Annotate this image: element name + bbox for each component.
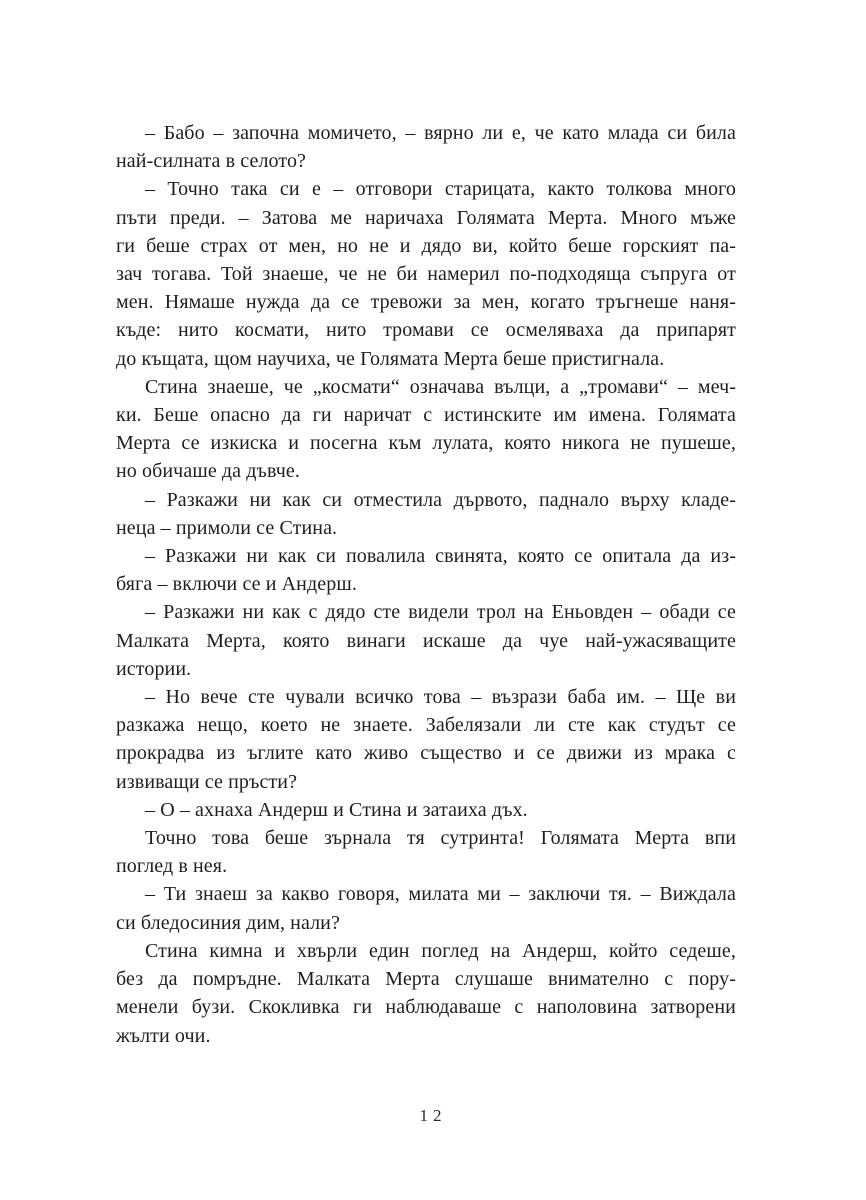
text-line: пъти преди. – Затова ме наричаха Голямата Мерта. Много мъже [116, 206, 736, 229]
paragraph [116, 824, 736, 880]
paragraph [116, 598, 736, 683]
paragraph [116, 175, 736, 372]
text-line: Точно това беше зърнала тя сутринта! Голямата Мерта впи [145, 827, 736, 850]
text-line: бяга – включи се и Андерш. [116, 573, 357, 596]
text-line: – Разкажи ни как си повалила свинята, която се опитала да из- [145, 545, 736, 568]
paragraph [116, 880, 736, 936]
text-line: Малката Мерта, която винаги искаше да чуе най-ужасяващите [116, 629, 736, 652]
text-line: – Бабо – започна момичето, – вярно ли е, че като млада си била [145, 122, 736, 144]
text-line: неца – примоли се Стина. [116, 516, 338, 539]
text-line: прокрадва из ъглите като живо същество и се движи из мрака с [116, 742, 736, 765]
text-line: Мерта се изкиска и посегна към лулата, която никога не пушеше, [116, 432, 736, 455]
text-line: – Но вече сте чували всичко това – възрази баба им. – Ще ви [145, 686, 736, 709]
text-line: без да помръдне. Малката Мерта слушаше внимателно с пору- [116, 968, 736, 991]
text-line: – Ти знаеш за какво говоря, милата ми – заключи тя. – Виждала [145, 883, 736, 906]
text-line: къде: нито космати, нито тромави се осмеляваха да припарят [116, 319, 736, 342]
text-line: менели бузи. Скокливка ги наблюдаваше с наполовина затворени [116, 996, 736, 1019]
text-line: разкажа нещо, което не знаете. Забелязали ли сте как студът се [116, 714, 736, 737]
paragraph [116, 373, 736, 486]
text-line: ки. Беше опасно да ги наричат с истинските им имена. Голямата [116, 404, 736, 427]
text-line: Стина знаеше, че „космати“ означава вълци, а „тромави“ – меч- [145, 375, 736, 398]
text-line: зач тогава. Той знаеше, че не би намерил по-подходяща съпруга от [116, 263, 736, 286]
text-line: ги беше страх от мен, но не и дядо ви, който беше горският па- [116, 234, 736, 257]
paragraph [116, 683, 736, 796]
text-line: жълти очи. [116, 1024, 211, 1047]
text-line: мен. Нямаше нужда да се тревожи за мен, когато тръгнеше наня- [116, 291, 736, 314]
text-line: истории. [116, 657, 192, 680]
text-line: извиващи се пръсти? [116, 770, 298, 793]
text-line: поглед в нея. [116, 855, 228, 878]
text-line: – Разкажи ни как с дядо сте видели трол на Еньовден – обади се [145, 601, 736, 624]
text-line: най-силната в селото? [116, 150, 307, 173]
text-block [116, 119, 736, 1050]
text-line: – Точно така си е – отговори старицата, както толкова много [145, 178, 736, 201]
text-line: Стина кимна и хвърли един поглед на Андерш, който седеше, [145, 939, 736, 962]
paragraph [116, 119, 736, 175]
text-line: но обичаше да дъвче. [116, 460, 300, 483]
text-line: си бледосиния дим, нали? [116, 911, 340, 934]
text-line: – Разкажи ни как си отместила дървото, паднало върху кладе- [145, 488, 736, 511]
text-line: до къщата, щом научиха, че Голямата Мерта беше пристигнала. [116, 347, 665, 370]
paragraph [116, 796, 736, 824]
paragraph [116, 937, 736, 1050]
text-line: – О – ахнаха Андерш и Стина и затаиха дъх. [145, 798, 528, 821]
paragraph [116, 542, 736, 598]
page-number: 12 [419, 1106, 447, 1125]
paragraph [116, 486, 736, 542]
